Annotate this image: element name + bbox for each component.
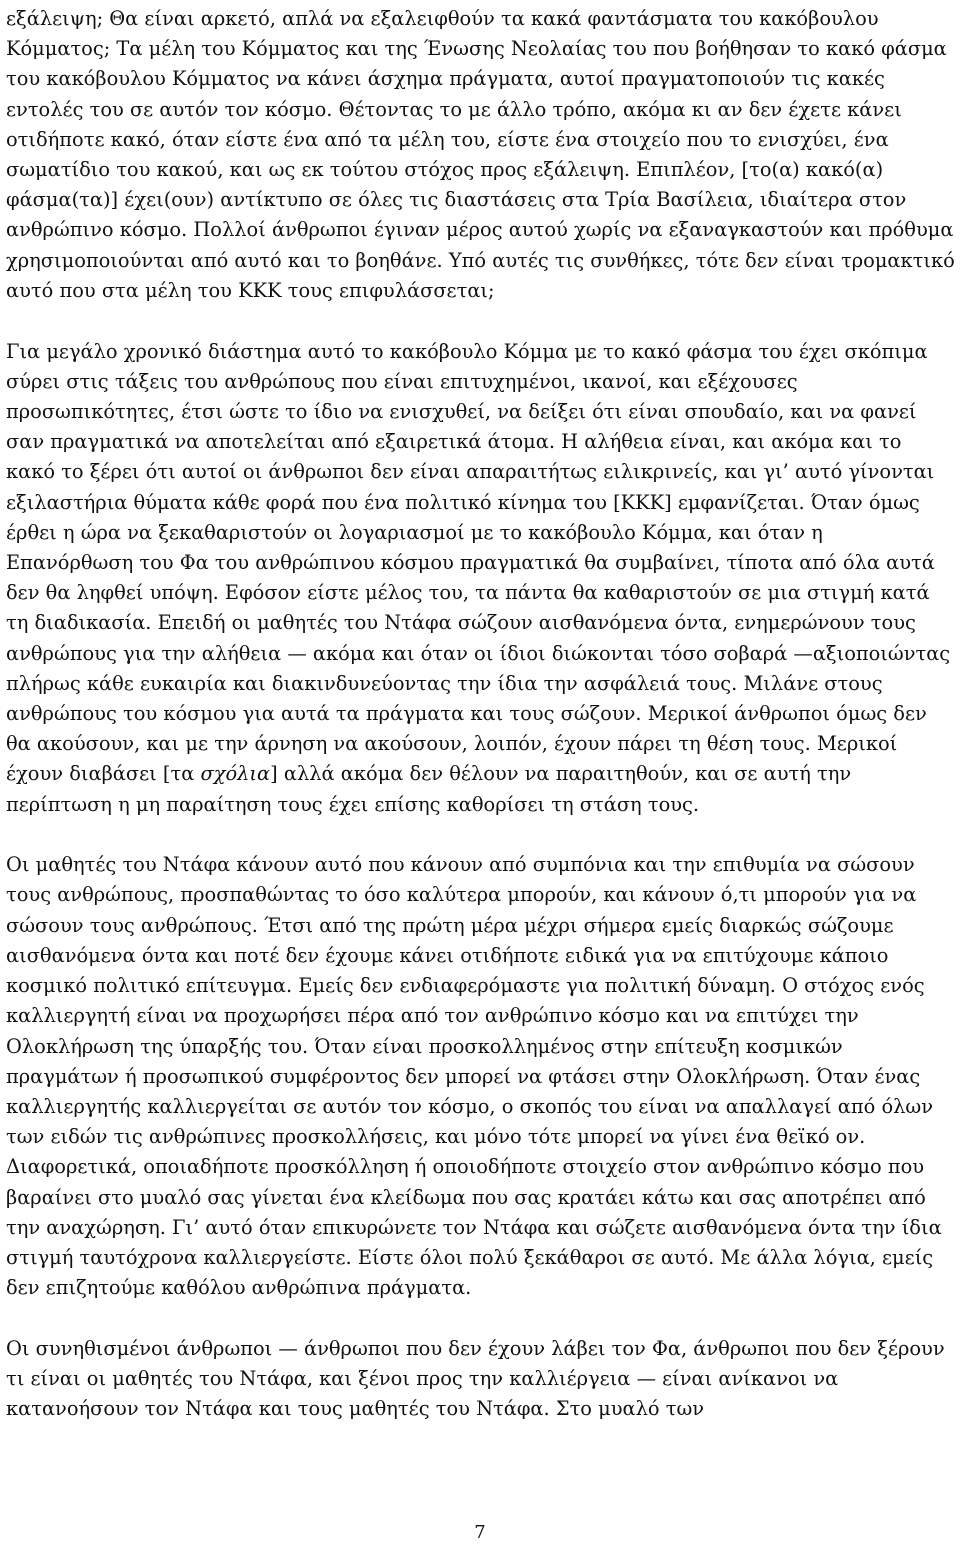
paragraph-2-text-part-2: ] αλλά ακόμα δεν θέλουν να παραιτηθούν, και σε αυτή την περίπτωση η μη παραίτηση τους έχει επίσης καθορίσει τη στάση τους. (6, 762, 852, 816)
paragraph-3 (6, 850, 956, 1303)
paragraph-4 (6, 1334, 956, 1425)
paragraph-1 (6, 4, 956, 306)
document-body (6, 4, 956, 1424)
paragraph-3-text: Οι μαθητές του Ντάφα κάνουν αυτό που κάνουν από συμπόνια και την επιθυμία να σώσουν τους ανθρώπους, προσπαθώντας το όσο καλύτερα μπορούν, και κάνουν ό,τι μπορούν για να σώσουν τους ανθρώπους. Έτσι από της πρώτη μέρα μέχρι σήμερα εμείς διαρκώς σώζουμε αισθανόμενα όντα και ποτέ δεν έχουμε κάνει οτιδήποτε ειδικά για να επιτύχουμε κάποιο κοσμικό πολιτικό επίτευγμα. Εμείς δεν ενδιαφερόμαστε για πολιτική δύναμη. Ο στόχος ενός καλλιεργητή είναι να προχωρήσει πέρα από τον ανθρώπινο κόσμο και να επιτύχει την Ολοκλήρωση της ύπαρξής του. Όταν είναι προσκολλημένος στην επίτευξη κοσμικών πραγμάτων ή προσωπικού συμφέροντος δεν μπορεί να φτάσει στην Ολοκλήρωση. Όταν ένας καλλιεργητής καλλιεργείται σε αυτόν τον κόσμο, ο σκοπός του είναι να απαλλαγεί από όλων των ειδών τις ανθρώπινες προσκολλήσεις, και μόνο τότε μπορεί να γίνει ένα θεϊκό ον. Διαφορετικά, οποιαδήποτε προσκόλληση ή οποιοδήποτε στοιχείο στον ανθρώπινο κόσμο που βαραίνει στο μυαλό σας γίνεται ένα κλείδωμα που σας κρατάει κάτω και σας αποτρέπει από την αναχώρηση. Γι’ αυτό όταν επικυρώνετε τον Ντάφα και σώζετε αισθανόμενα όντα την ίδια στιγμή ταυτόχρονα καλλιεργείστε. Είστε όλοι πολύ ξεκάθαροι σε αυτό. Με άλλα λόγια, εμείς δεν επιζητούμε καθόλου ανθρώπινα πράγματα. (6, 853, 942, 1300)
paragraph-4-text: Οι συνηθισμένοι άνθρωποι — άνθρωποι που δεν έχουν λάβει τον Φα, άνθρωποι που δεν ξέρουν τι είναι οι μαθητές του Ντάφα, και ξένοι προς την καλλιέργεια — είναι ανίκανοι να κατανοήσουν τον Ντάφα και τους μαθητές του Ντάφα. Στο μυαλό των (6, 1336, 945, 1421)
paragraph-1-text: εξάλειψη; Θα είναι αρκετό, απλά να εξαλειφθούν τα κακά φαντάσματα του κακόβουλου Κόμματος; Τα μέλη του Κόμματος και της Ένωσης Νεολαίας του που βοήθησαν το κακό φάσμα του κακόβουλου Κόμματος να κάνει άσχημα πράγματα, αυτοί πραγματοποιούν τις κακές εντολές του σε αυτόν τον κόσμο. Θέτοντας το με άλλο τρόπο, ακόμα κι αν δεν έχετε κάνει οτιδήποτε κακό, όταν είστε ένα από τα μέλη του, είστε ένα στοιχείο που το ενισχύει, ένα σωματίδιο του κακού, και ως εκ τούτου στόχος προς εξάλειψη. Επιπλέον, [το(α) κακό(α) φάσμα(τα)] έχει(ουν) αντίκτυπο σε όλες τις διαστάσεις στα Τρία Βασίλεια, ιδιαίτερα στον ανθρώπινο κόσμο. Πολλοί άνθρωποι έγιναν μέρος αυτού χωρίς να εξαναγκαστούν και πρόθυμα χρησιμοποιούνται από αυτό και το βοηθάνε. Υπό αυτές τις συνθήκες, τότε δεν είναι τρομακτικό αυτό που στα μέλη του ΚΚΚ τους επιφυλάσσεται; (6, 7, 955, 302)
page-number: 7 (474, 1522, 486, 1543)
paragraph-2-italic-word: σχόλια (200, 762, 271, 786)
paragraph-2 (6, 337, 956, 820)
paragraph-2-text-part-1: Για μεγάλο χρονικό διάστημα αυτό το κακόβουλο Κόμμα με το κακό φάσμα του έχει σκόπιμα σύρει στις τάξεις του ανθρώπους που είναι επιτυχημένοι, ικανοί, και εξέχουσες προσωπικότητες, έτσι ώστε το ίδιο να ενισχυθεί, να δείξει ότι είναι σπουδαίο, και να φανεί σαν πραγματικά να αποτελείται από εξαιρετικά άτομα. Η αλήθεια είναι, και ακόμα και το κακό το ξέρει ότι αυτοί οι άνθρωποι δεν είναι απαραιτήτως ειλικρινείς, και γι’ αυτό γίνονται εξιλαστήρια θύματα κάθε φορά που ένα πολιτικό κίνημα του [ΚΚΚ] εμφανίζεται. Όταν όμως έρθει η ώρα να ξεκαθαριστούν οι λογαριασμοί με το κακόβουλο Κόμμα, και όταν η Επανόρθωση του Φα του ανθρώπινου κόσμου πραγματικά θα συμβαίνει, τίποτα από όλα αυτά δεν θα ληφθεί υπόψη. Εφόσον είστε μέλος του, τα πάντα θα καθαριστούν σε μια στιγμή κατά τη διαδικασία. Επειδή οι μαθητές του Ντάφα σώζουν αισθανόμενα όντα, ενημερώνουν τους ανθρώπους για την αλήθεια — ακόμα και όταν οι ίδιοι διώκονται τόσο σοβαρά —αξιοποιώντας πλήρως κάθε ευκαιρία και διακινδυνεύοντας την ίδια την ασφάλειά τους. Μιλάνε στους ανθρώπους του κόσμου για αυτά τα πράγματα και τους σώζουν. Μερικοί άνθρωποι όμως δεν θα ακούσουν, και με την άρνηση να ακούσουν, λοιπόν, έχουν πάρει τη θέση τους. Μερικοί έχουν διαβάσει [τα (6, 339, 951, 786)
